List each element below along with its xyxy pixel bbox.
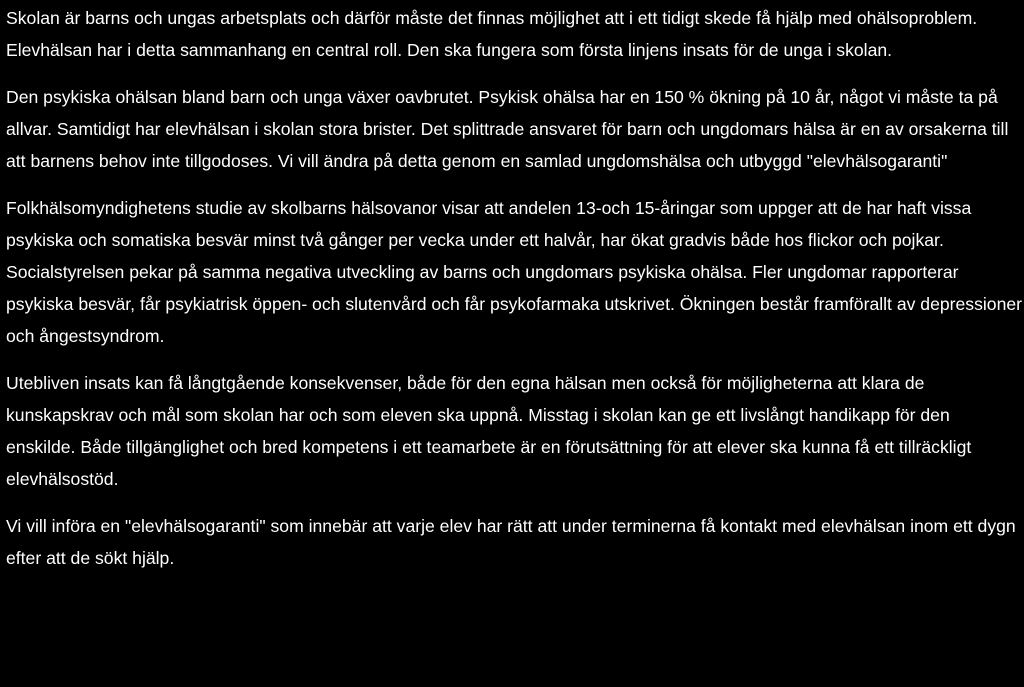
paragraph-health-guarantee: Vi vill införa en "elevhälsogaranti" som innebär att varje elev har rätt att under terminerna få kontakt med elevhälsan inom ett dygn efter att de sökt hjälp.	[6, 516, 1016, 568]
paragraph-public-health-study: Folkhälsomyndighetens studie av skolbarns hälsovanor visar att andelen 13-och 15-åringar som uppger att de har haft vissa psykiska och somatiska besvär minst två gånger per vecka under ett halvår, har ökat gradvis både hos flickor och pojkar. Socialstyrelsen pekar på samma negativa utveckling av barns och ungdomars psykiska ohälsa. Fler ungdomar rapporterar psykiska besvär, får psykiatrisk öppen- och slutenvård och får psykofarmaka utskrivet. Ökningen består framförallt av depressioner och ångestsyndrom.	[6, 198, 1023, 346]
paragraph-mental-illness-growth: Den psykiska ohälsan bland barn och unga växer oavbrutet. Psykisk ohälsa har en 150 % ökning på 10 år, något vi måste ta på allvar. Samtidigt har elevhälsan i skolan stora brister. Det splittrade ansvaret för barn och ungdomars hälsa är en av orsakerna till att barnens behov inte tillgodoses. Vi vill ändra på detta genom en samlad ungdomshälsa och utbyggd "elevhälsogaranti"	[6, 87, 1009, 171]
paragraph-school-health-intro: Skolan är barns och ungas arbetsplats och därför måste det finnas möjlighet att i ett tidigt skede få hjälp med ohälsoproblem. Elevhälsan har i detta sammanhang en central roll. Den ska fungera som första linjens insats för de unga i skolan.	[6, 8, 978, 60]
paragraph-consequences: Utebliven insats kan få långtgående konsekvenser, både för den egna hälsan men också för möjligheterna att klara de kunskapskrav och mål som skolan har och som eleven ska uppnå. Misstag i skolan kan ge ett livslångt handikapp för den enskilde. Både tillgänglighet och bred kompetens i ett teamarbete är en förutsättning för att elever ska kunna få ett tillräckligt elevhälsostöd.	[6, 373, 972, 489]
document-body	[6, 2, 1022, 574]
